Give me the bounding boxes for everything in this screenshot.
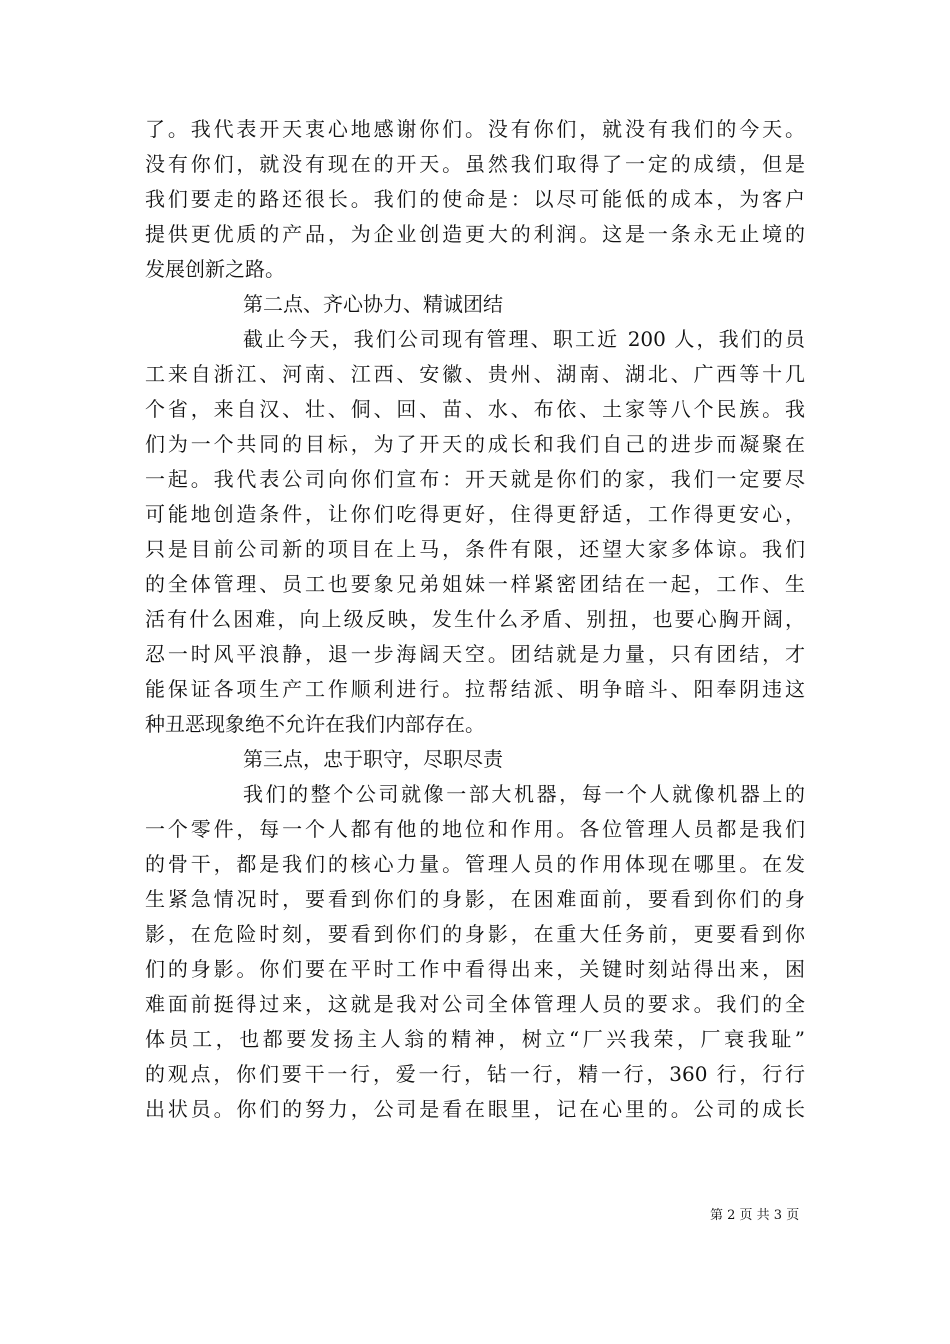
text-line: 只是目前公司新的项目在上马，条件有限，还望大家多体谅。我们: [145, 537, 805, 561]
text-line: 忍一时风平浪静，退一步海阔天空。团结就是力量，只有团结，才: [145, 642, 805, 666]
text-line: 发展创新之路。: [145, 257, 285, 281]
text-line: 的骨干，都是我们的核心力量。管理人员的作用体现在哪里。在发: [145, 852, 805, 876]
text-line: 体员工，也都要发扬主人翁的精神，树立“厂兴我荣，厂衰我耻”: [145, 1027, 805, 1051]
text-line: 了。我代表开天衷心地感谢你们。没有你们，就没有我们的今天。: [145, 117, 805, 141]
text-line: 没有你们，就没有现在的开天。虽然我们取得了一定的成绩，但是: [145, 152, 805, 176]
text-line: 我们的整个公司就像一部大机器，每一个人就像机器上的: [243, 782, 805, 806]
text-line: 能保证各项生产工作顺利进行。拉帮结派、明争暗斗、阳奉阴违这: [145, 677, 805, 701]
text-line: 我们要走的路还很长。我们的使命是：以尽可能低的成本，为客户: [145, 187, 805, 211]
text-line: 一个零件，每一个人都有他的地位和作用。各位管理人员都是我们: [145, 817, 805, 841]
text-line: 的全体管理、员工也要象兄弟姐妹一样紧密团结在一起，工作、生: [145, 572, 805, 596]
text-line: 提供更优质的产品，为企业创造更大的利润。这是一条永无止境的: [145, 222, 805, 246]
document-body: [145, 112, 805, 1127]
text-line: 们的身影。你们要在平时工作中看得出来，关键时刻站得出来，困: [145, 957, 805, 981]
text-line: 们为一个共同的目标，为了开天的成长和我们自己的进步而凝聚在: [145, 432, 805, 456]
text-line: 工来自浙江、河南、江西、安徽、贵州、湖南、湖北、广西等十几: [145, 362, 805, 386]
page-number-footer: 第 2 页 共 3 页: [710, 1208, 800, 1223]
text-line: 活有什么困难，向上级反映，发生什么矛盾、别扭，也要心胸开阔，: [145, 607, 805, 631]
text-line: 一起。我代表公司向你们宣布：开天就是你们的家，我们一定要尽: [145, 467, 805, 491]
text-line: 生紧急情况时，要看到你们的身影，在困难面前，要看到你们的身: [145, 887, 805, 911]
text-line: 可能地创造条件，让你们吃得更好，住得更舒适，工作得更安心，: [145, 502, 805, 526]
text-line: 个省，来自汉、壮、侗、回、苗、水、布依、土家等八个民族。我: [145, 397, 805, 421]
text-line: 截止今天，我们公司现有管理、职工近 200 人，我们的员: [243, 327, 805, 351]
text-line: 的观点，你们要干一行，爱一行，钻一行，精一行，360 行，行行: [145, 1062, 805, 1086]
text-line: 影，在危险时刻，要看到你们的身影，在重大任务前，更要看到你: [145, 922, 805, 946]
section-heading: 第二点、齐心协力、精诚团结: [243, 292, 503, 316]
text-line: 难面前挺得过来，这就是我对公司全体管理人员的要求。我们的全: [145, 992, 805, 1016]
text-line: 种丑恶现象绝不允许在我们内部存在。: [145, 712, 485, 736]
text-line: 出状员。你们的努力，公司是看在眼里，记在心里的。公司的成长: [145, 1097, 805, 1121]
section-heading: 第三点，忠于职守，尽职尽责: [243, 747, 503, 771]
